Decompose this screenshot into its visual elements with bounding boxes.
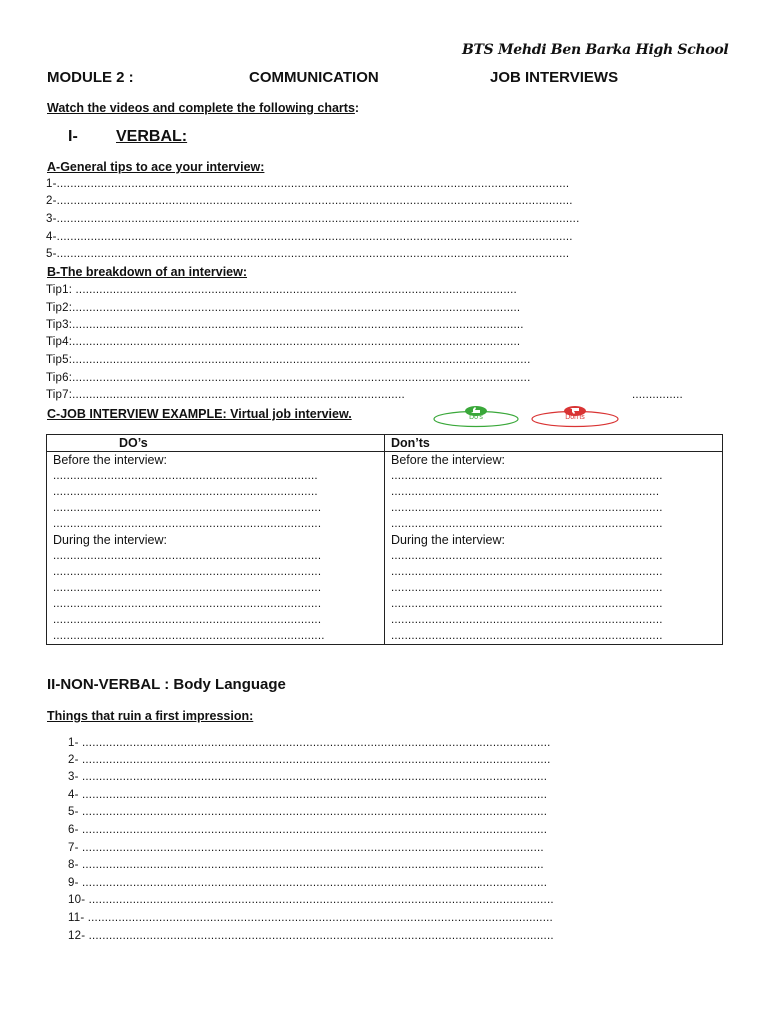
table-row (47, 452, 723, 645)
instruction-text: Watch the videos and complete the following charts (47, 101, 355, 115)
impression-line: 9- ......................................................................................................................................... (68, 877, 548, 889)
donts-badge (530, 404, 620, 428)
section-b-title: B-The breakdown of an interview: (47, 265, 248, 279)
breakdown-tip-extra: ............... (632, 389, 683, 401)
tip-line: 1-....................................................................................................................................................... (46, 178, 570, 190)
tip-line: 4-........................................................................................................................................................ (46, 231, 573, 243)
impression-line: 10- ......................................................................................................................................... (68, 894, 554, 906)
dos-cell (47, 452, 385, 645)
blank-line: ............................................................................... (391, 486, 660, 498)
blank-line: ............................................................................... (53, 550, 322, 562)
blank-line: ............................................................................... (53, 582, 322, 594)
breakdown-tip: Tip1: .................................................................................................................................. (46, 284, 517, 296)
blank-line: .............................................................................. (53, 486, 318, 498)
blank-line: ................................................................................ (391, 598, 663, 610)
impression-line: 2- .......................................................................................................................................... (68, 754, 551, 766)
blank-line: ............................................................................... (53, 598, 322, 610)
section-a-title: A-General tips to ace your interview: (47, 160, 265, 174)
breakdown-tip: Tip3:..................................................................................................................................... (46, 319, 524, 331)
blank-line: ................................................................................ (391, 566, 663, 578)
impression-line: 5- ......................................................................................................................................... (68, 806, 548, 818)
tip-line: 3-.......................................................................................................................................................... (46, 213, 580, 225)
impression-line: 1- .......................................................................................................................................... (68, 737, 551, 749)
blank-line: .............................................................................. (53, 470, 318, 482)
section-i-numeral: I- (68, 128, 78, 145)
tip-line: 5-....................................................................................................................................................... (46, 248, 570, 260)
blank-line: ................................................................................ (391, 614, 663, 626)
dos-donts-table (46, 434, 723, 645)
module-label: MODULE 2 : (47, 69, 134, 86)
blank-line: ............................................................................... (53, 614, 322, 626)
tip-line: 2-........................................................................................................................................................ (46, 195, 573, 207)
impression-line: 11- ......................................................................................................................................... (68, 912, 553, 924)
impression-line: 3- ......................................................................................................................................... (68, 771, 548, 783)
instruction (47, 101, 359, 115)
section-i-title: VERBAL: (116, 128, 188, 145)
blank-line: ............................................................................... (53, 502, 322, 514)
topic-label: JOB INTERVIEWS (490, 69, 619, 86)
impression-line: 6- ......................................................................................................................................... (68, 824, 548, 836)
blank-line: ................................................................................ (391, 502, 663, 514)
breakdown-tip: Tip5:....................................................................................................................................... (46, 354, 531, 366)
dos-badge (432, 404, 520, 428)
subject-label: COMMUNICATION (249, 69, 379, 86)
before-label: Before the interview: (53, 453, 167, 467)
blank-line: ................................................................................ (391, 630, 663, 642)
col-donts-header: Don’ts (385, 435, 723, 452)
impression-line: 8- ........................................................................................................................................ (68, 859, 544, 871)
school-name: BTS Mehdi Ben Barka High School (462, 42, 729, 58)
breakdown-tip: Tip2:.................................................................................................................................... (46, 302, 521, 314)
table-header-row (47, 435, 723, 452)
col-dos-header: DO’s (47, 435, 385, 452)
section-ii-title: II-NON-VERBAL : Body Language (47, 676, 286, 693)
blank-line: ............................................................................... (53, 566, 322, 578)
donts-badge-label: Don'ts (565, 414, 585, 421)
breakdown-tip: Tip4:.................................................................................................................................... (46, 336, 521, 348)
blank-line: ............................................................................... (53, 518, 322, 530)
blank-line: ................................................................................ (391, 550, 663, 562)
blank-line: ................................................................................ (391, 518, 663, 530)
impression-line: 4- ......................................................................................................................................... (68, 789, 548, 801)
donts-cell (385, 452, 723, 645)
before-label: Before the interview: (391, 453, 505, 467)
impression-line: 12- ......................................................................................................................................... (68, 930, 554, 942)
instruction-colon: : (354, 101, 360, 115)
impression-line: 7- ........................................................................................................................................ (68, 842, 544, 854)
breakdown-tip: Tip6:....................................................................................................................................... (46, 372, 531, 384)
section-ii-subtitle: Things that ruin a first impression: (47, 709, 254, 723)
dos-badge-label: Do's (469, 414, 483, 421)
breakdown-tip: Tip7:.................................................................................................. (46, 389, 405, 401)
blank-line: ................................................................................ (53, 630, 325, 642)
during-label: During the interview: (53, 533, 167, 547)
blank-line: ................................................................................ (391, 582, 663, 594)
during-label: During the interview: (391, 533, 505, 547)
section-c-title: C-JOB INTERVIEW EXAMPLE: Virtual job interview. (47, 407, 352, 421)
blank-line: ................................................................................ (391, 470, 663, 482)
